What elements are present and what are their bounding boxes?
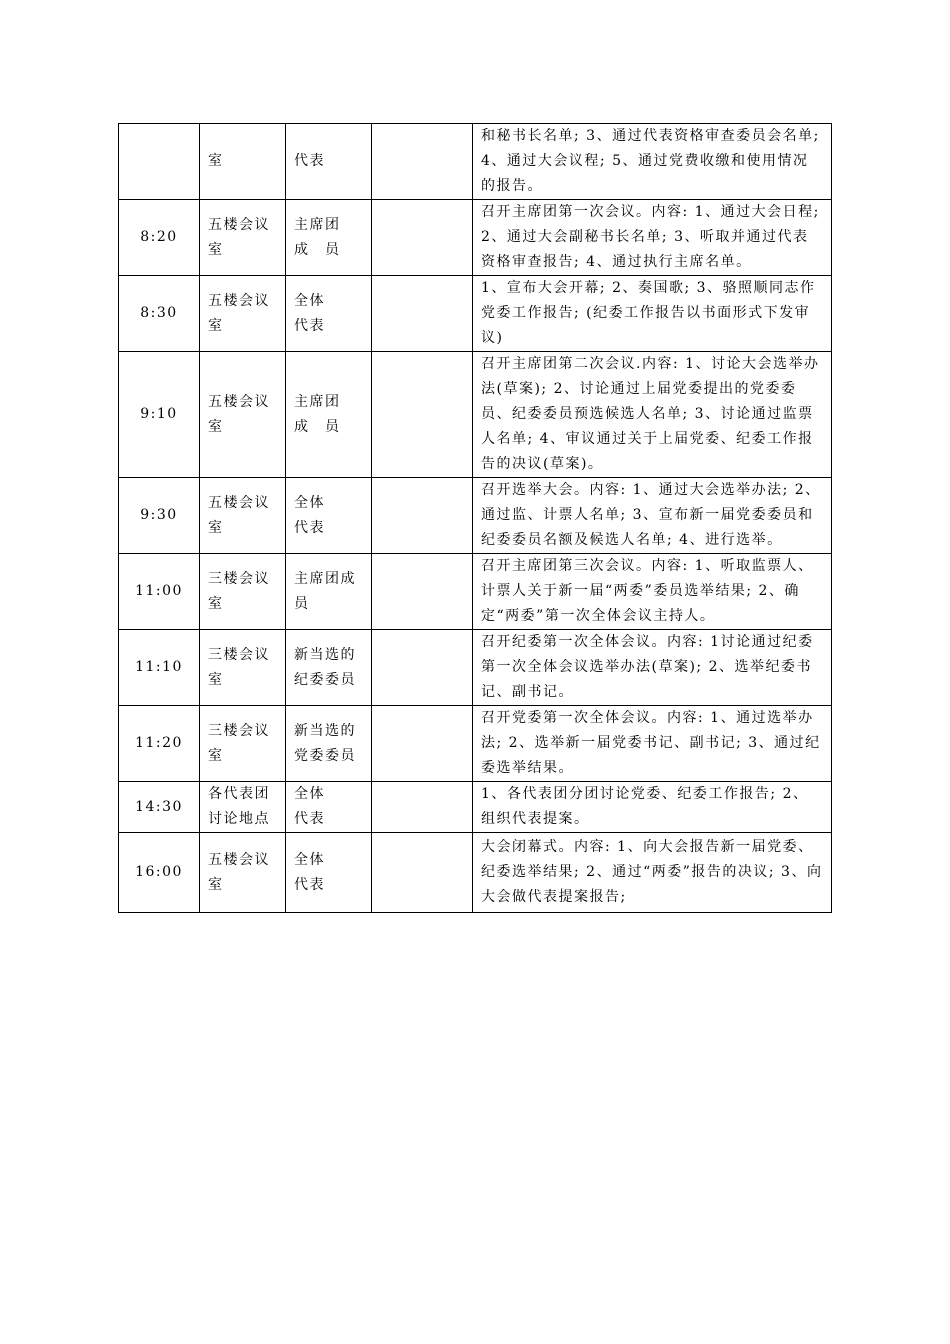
content-cell: 召开主席团第一次会议。内容: 1、通过大会日程; 2、通过大会副秘书长名单; 3、听取并通过代表资格审查报告; 4、通过执行主席名单。 — [473, 200, 832, 276]
content-cell: 1、宣布大会开幕; 2、奏国歌; 3、骆照顺同志作党委工作报告; (纪委工作报告以书面形式下发审议) — [473, 276, 832, 352]
participants-cell: 全体 代表 — [286, 833, 372, 913]
participants-cell: 全体 代表 — [286, 478, 372, 554]
blank-cell — [372, 276, 473, 352]
participants-cell: 代表 — [286, 124, 372, 200]
blank-cell — [372, 630, 473, 706]
table-row — [119, 352, 832, 478]
time-cell: 16:00 — [119, 833, 200, 913]
location-cell: 五楼会议 室 — [200, 200, 286, 276]
location-cell: 室 — [200, 124, 286, 200]
time-cell: 8:30 — [119, 276, 200, 352]
content-cell: 召开选举大会。内容: 1、通过大会选举办法; 2、通过监、计票人名单; 3、宣布新一届党委委员和纪委委员名额及候选人名单; 4、进行选举。 — [473, 478, 832, 554]
blank-cell — [372, 833, 473, 913]
table-row — [119, 200, 832, 276]
blank-cell — [372, 200, 473, 276]
table-row — [119, 478, 832, 554]
blank-cell — [372, 352, 473, 478]
blank-cell — [372, 706, 473, 782]
location-cell: 五楼会议 室 — [200, 478, 286, 554]
blank-cell — [372, 782, 473, 833]
time-cell: 14:30 — [119, 782, 200, 833]
participants-cell: 主席团 成 员 — [286, 352, 372, 478]
content-cell: 召开纪委第一次全体会议。内容: 1讨论通过纪委第一次全体会议选举办法(草案); 2、选举纪委书记、副书记。 — [473, 630, 832, 706]
content-cell: 1、各代表团分团讨论党委、纪委工作报告; 2、组织代表提案。 — [473, 782, 832, 833]
blank-cell — [372, 478, 473, 554]
participants-cell: 全体 代表 — [286, 276, 372, 352]
location-cell: 三楼会议 室 — [200, 630, 286, 706]
time-cell: 11:10 — [119, 630, 200, 706]
content-cell: 和秘书长名单; 3、通过代表资格审查委员会名单; 4、通过大会议程; 5、通过党费收缴和使用情况的报告。 — [473, 124, 832, 200]
participants-cell: 主席团 成 员 — [286, 200, 372, 276]
time-cell: 9:30 — [119, 478, 200, 554]
participants-cell: 新当选的 纪委委员 — [286, 630, 372, 706]
content-cell: 召开党委第一次全体会议。内容: 1、通过选举办法; 2、选举新一届党委书记、副书记; 3、通过纪委选举结果。 — [473, 706, 832, 782]
participants-cell: 主席团成 员 — [286, 554, 372, 630]
location-cell: 五楼会议 室 — [200, 352, 286, 478]
content-cell: 大会闭幕式。内容: 1、向大会报告新一届党委、纪委选举结果; 2、通过“两委”报告的决议; 3、向大会做代表提案报告; — [473, 833, 832, 913]
table-row — [119, 833, 832, 913]
time-cell: 9:10 — [119, 352, 200, 478]
table-row — [119, 554, 832, 630]
time-cell — [119, 124, 200, 200]
participants-cell: 新当选的 党委委员 — [286, 706, 372, 782]
meeting-schedule-table — [118, 123, 832, 913]
table-row — [119, 706, 832, 782]
location-cell: 各代表团 讨论地点 — [200, 782, 286, 833]
content-cell: 召开主席团第三次会议。内容: 1、听取监票人、计票人关于新一届“两委”委员选举结果; 2、确定“两委”第一次全体会议主持人。 — [473, 554, 832, 630]
time-cell: 11:20 — [119, 706, 200, 782]
location-cell: 三楼会议 室 — [200, 706, 286, 782]
time-cell: 11:00 — [119, 554, 200, 630]
time-cell: 8:20 — [119, 200, 200, 276]
content-cell: 召开主席团第二次会议.内容: 1、讨论大会选举办法(草案); 2、讨论通过上届党委提出的党委委员、纪委委员预选候选人名单; 3、讨论通过监票人名单; 4、审议通过关于上届党委、纪委工作报告的决议(草案)。 — [473, 352, 832, 478]
table-row — [119, 630, 832, 706]
table-row — [119, 124, 832, 200]
table-row — [119, 782, 832, 833]
location-cell: 五楼会议 室 — [200, 833, 286, 913]
location-cell: 三楼会议 室 — [200, 554, 286, 630]
table-row — [119, 276, 832, 352]
blank-cell — [372, 124, 473, 200]
participants-cell: 全体 代表 — [286, 782, 372, 833]
blank-cell — [372, 554, 473, 630]
location-cell: 五楼会议 室 — [200, 276, 286, 352]
